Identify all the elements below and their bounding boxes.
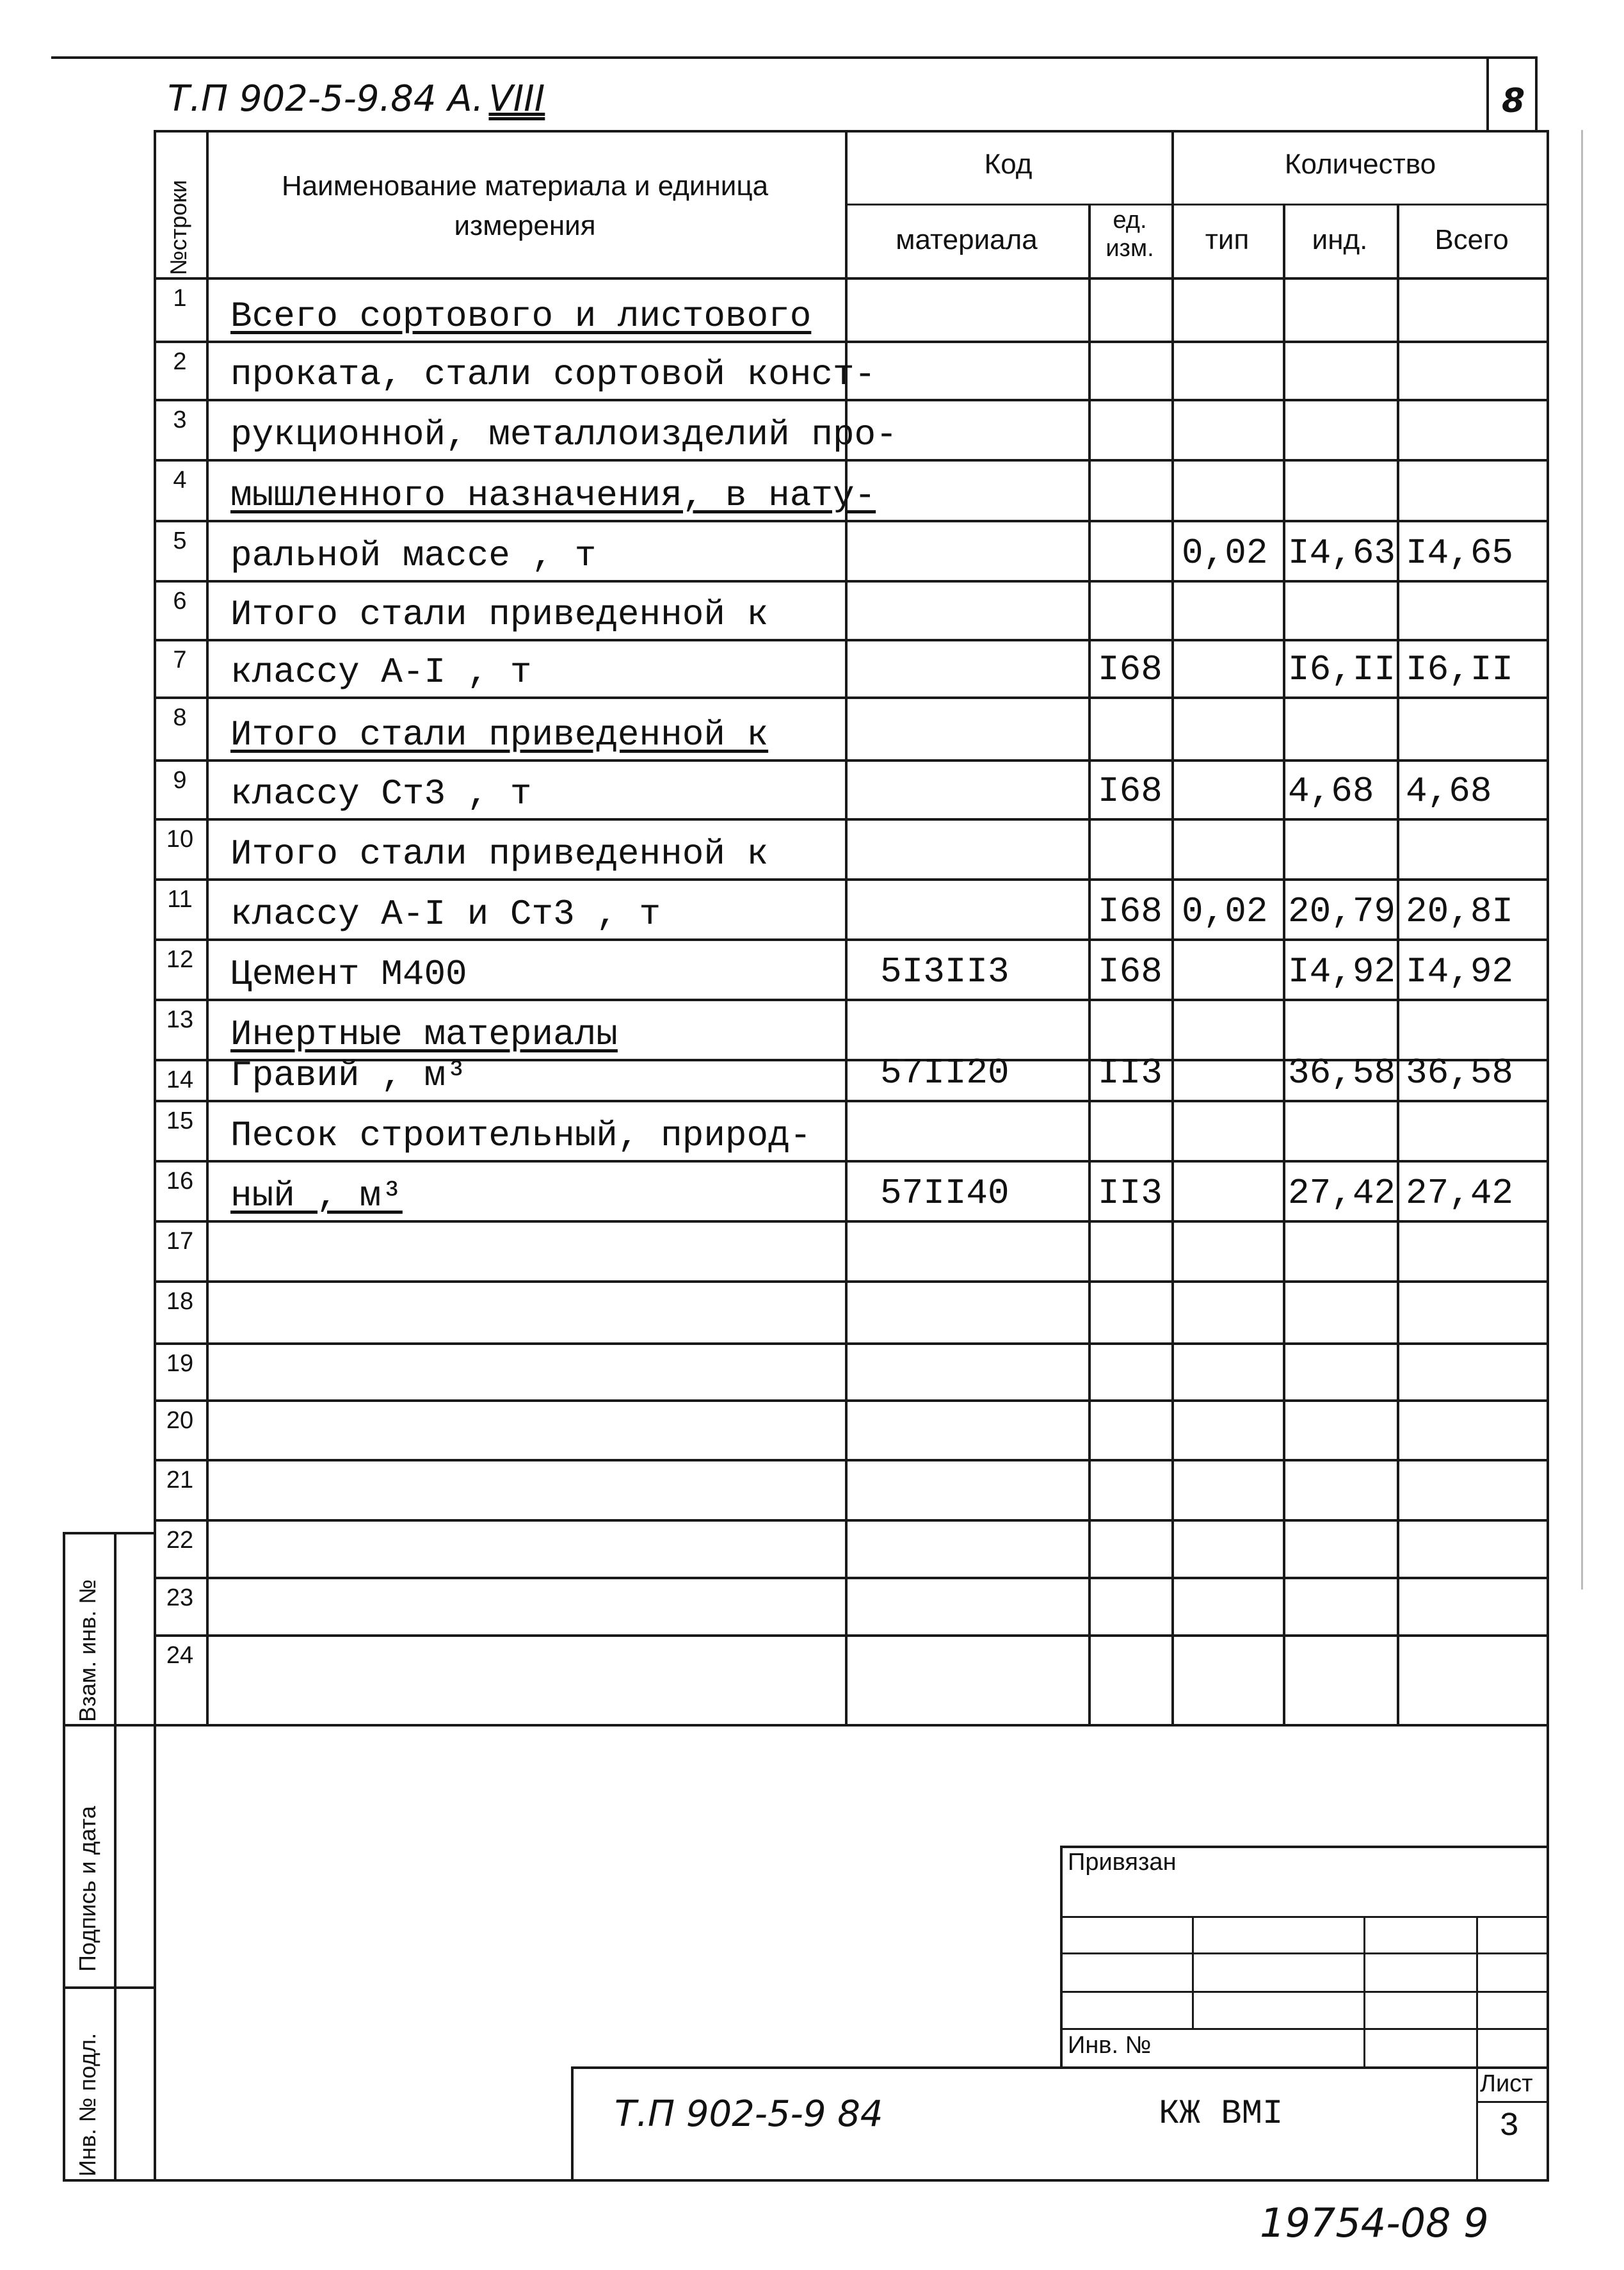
table-row-line <box>154 1399 1549 1402</box>
unit-code: II3 <box>1098 1173 1162 1214</box>
header-material-name-text: Наименование материала и единица измерения <box>281 170 769 241</box>
table-row-line <box>154 1577 1549 1579</box>
privyazan-row-2 <box>1060 1952 1547 1954</box>
material-name: Цемент М400 <box>230 954 467 995</box>
row-number: 17 <box>166 1228 194 1255</box>
table-row-line <box>154 520 1549 522</box>
qty-ind: 36,58 <box>1288 1052 1396 1093</box>
privyazan-label: Привязан <box>1068 1849 1177 1876</box>
row-number: 23 <box>166 1584 194 1611</box>
privyazan-left <box>1060 1846 1063 2066</box>
row-number: 13 <box>166 1006 194 1033</box>
margin-strip-split-2 <box>63 1986 156 1989</box>
row-number: 20 <box>166 1407 194 1434</box>
table-row-line <box>154 459 1549 462</box>
table-row-line <box>154 1634 1549 1637</box>
table-right-border <box>1547 130 1549 2180</box>
material-name: проката, стали сортовой конст- <box>230 354 876 395</box>
header-unit: ед. изм. <box>1105 207 1154 262</box>
table-row-line <box>154 759 1549 762</box>
row-number: 5 <box>173 527 187 554</box>
privyazan-row-1 <box>1060 1916 1547 1918</box>
col-name-border <box>206 130 209 1724</box>
table-row-line <box>154 999 1549 1001</box>
material-name: классу А-I и Ст3 , т <box>230 894 661 935</box>
header-total: Всего <box>1435 224 1509 255</box>
row-number: 1 <box>173 285 187 312</box>
title-doc-code: Т.П 902-5-9 84 <box>615 2093 883 2135</box>
col-qty-border <box>1171 130 1174 1724</box>
sheet-bottom-border <box>63 2179 1549 2182</box>
row-number: 19 <box>166 1350 194 1377</box>
title-mark: КЖ ВМI <box>1159 2095 1283 2134</box>
margin-signature-date: Подпись и дата <box>74 1806 100 1972</box>
title-block-left <box>571 2066 574 2180</box>
table-row-line <box>154 341 1549 343</box>
table-row-line <box>154 399 1549 401</box>
margin-strip-outer-left <box>63 1532 65 2180</box>
unit-code: I68 <box>1098 891 1162 932</box>
qty-type: 0,02 <box>1182 891 1268 932</box>
col-unit-border <box>1088 205 1091 1724</box>
material-name: Итого стали приведенной к <box>230 833 769 874</box>
table-row-line <box>154 1100 1549 1102</box>
material-code: 5I3II3 <box>880 951 1009 992</box>
header-ind: инд. <box>1312 224 1368 255</box>
qty-total: 20,8I <box>1406 891 1514 932</box>
header-row-number: №строки <box>165 179 191 275</box>
row-number: 8 <box>173 704 187 731</box>
privyazan-col-2 <box>1363 1916 1365 2066</box>
material-name: классу А-I , т <box>230 652 532 693</box>
margin-inv-podl: Инв. № подл. <box>74 2033 100 2177</box>
material-name: Инертные материалы <box>230 1014 618 1055</box>
material-name: Итого стали приведенной к <box>230 714 769 755</box>
table-row-line <box>154 1220 1549 1223</box>
privyazan-row-3 <box>1060 1991 1547 1993</box>
row-number: 9 <box>173 767 187 794</box>
doc-code-header <box>168 78 545 120</box>
title-block-top <box>571 2066 1547 2069</box>
material-name: классу Ст3 , т <box>230 773 532 814</box>
table-row-line <box>154 696 1549 699</box>
table-row-line <box>154 1519 1549 1522</box>
row-number: 7 <box>173 647 187 673</box>
qty-total: I4,65 <box>1406 533 1514 574</box>
qty-type: 0,02 <box>1182 533 1268 574</box>
qty-total: 4,68 <box>1406 771 1492 812</box>
privyazan-top <box>1060 1846 1547 1848</box>
qty-ind: I6,II <box>1288 649 1396 690</box>
sheet-label: Лист <box>1480 2070 1533 2097</box>
qty-ind: I4,92 <box>1288 951 1396 992</box>
material-name: Всего сортового и листового <box>230 296 812 337</box>
qty-ind: 27,42 <box>1288 1173 1396 1214</box>
material-name: Итого стали приведенной к <box>230 594 769 635</box>
table-row-line <box>154 639 1549 641</box>
table-row-line <box>154 818 1549 821</box>
qty-total: 27,42 <box>1406 1173 1514 1214</box>
row-number: 6 <box>173 588 187 615</box>
qty-total: I4,92 <box>1406 951 1514 992</box>
qty-total: I6,II <box>1406 649 1514 690</box>
row-number: 3 <box>173 407 187 433</box>
row-number: 11 <box>167 886 193 913</box>
margin-strip-inner <box>114 1532 117 2180</box>
header-bottom-line <box>154 277 1549 280</box>
material-name: Песок строительный, природ- <box>230 1115 812 1156</box>
qty-ind: 20,79 <box>1288 891 1396 932</box>
qty-ind: 4,68 <box>1288 771 1374 812</box>
header-material-code: материала <box>896 224 1038 255</box>
privyazan-col-3 <box>1476 1916 1478 2180</box>
material-name: рукционной, металлоизделий про- <box>230 414 897 455</box>
material-code: 57II40 <box>880 1173 1009 1214</box>
unit-code: I68 <box>1098 951 1162 992</box>
margin-vzam-inv: Взам. инв. № <box>74 1579 100 1722</box>
header-quantity: Количество <box>1284 149 1436 180</box>
qty-total: 36,58 <box>1406 1052 1514 1093</box>
sheet-label-line <box>1476 2101 1547 2103</box>
row-number: 24 <box>166 1642 194 1669</box>
row-number: 22 <box>166 1527 194 1554</box>
inv-no-label: Инв. № <box>1068 2032 1152 2059</box>
table-row-line <box>154 1160 1549 1163</box>
table-row-line <box>154 878 1549 881</box>
qty-ind: I4,63 <box>1288 533 1396 574</box>
table-row-line <box>154 580 1549 583</box>
row-number: 10 <box>166 826 194 853</box>
header-material-name <box>256 166 794 246</box>
header-split-line <box>845 204 1549 205</box>
table-row-line <box>154 1280 1549 1283</box>
table-row-line <box>154 1724 1549 1727</box>
privyazan-row-4 <box>1060 2028 1547 2030</box>
page-top-border <box>51 56 1538 59</box>
row-number: 2 <box>173 348 187 375</box>
row-number: 18 <box>166 1288 194 1315</box>
table-row-line <box>154 1342 1549 1345</box>
row-number: 12 <box>166 946 194 973</box>
row-number: 16 <box>166 1168 194 1195</box>
bottom-left-border <box>154 1724 156 2180</box>
page-number: 8 <box>1502 82 1525 120</box>
row-number: 14 <box>166 1067 194 1093</box>
doc-code-text: Т.П 902-5-9.84 А. <box>168 78 484 120</box>
material-name: ральной массе , т <box>230 535 597 576</box>
page-right-border-top <box>1535 56 1538 130</box>
unit-code: II3 <box>1098 1052 1162 1093</box>
album-number: VIII <box>488 78 545 120</box>
table-row-line <box>154 938 1549 941</box>
archive-number: 19754-08 9 <box>1260 2200 1489 2246</box>
row-number: 21 <box>166 1467 194 1493</box>
margin-strip-top <box>63 1532 156 1534</box>
material-name: Гравий , м³ <box>230 1055 467 1096</box>
header-type: тип <box>1205 224 1250 255</box>
page-number-cell-border <box>1486 56 1489 130</box>
privyazan-col-1 <box>1192 1916 1194 2028</box>
sheet-number: 3 <box>1499 2107 1520 2145</box>
table-top-border <box>154 130 1549 133</box>
header-code: Код <box>984 149 1033 180</box>
col-ind-border <box>1283 205 1285 1724</box>
right-margin-line <box>1581 130 1583 1590</box>
material-name: мышленного назначения, в нату- <box>230 475 876 516</box>
material-name: ный , м³ <box>230 1175 403 1216</box>
unit-code: I68 <box>1098 771 1162 812</box>
row-number: 15 <box>166 1107 194 1134</box>
table-row-line <box>154 1459 1549 1461</box>
margin-strip-split-1 <box>63 1724 156 1727</box>
row-number: 4 <box>173 467 187 494</box>
material-code: 57II20 <box>880 1052 1009 1093</box>
col-total-border <box>1397 205 1399 1724</box>
unit-code: I68 <box>1098 649 1162 690</box>
